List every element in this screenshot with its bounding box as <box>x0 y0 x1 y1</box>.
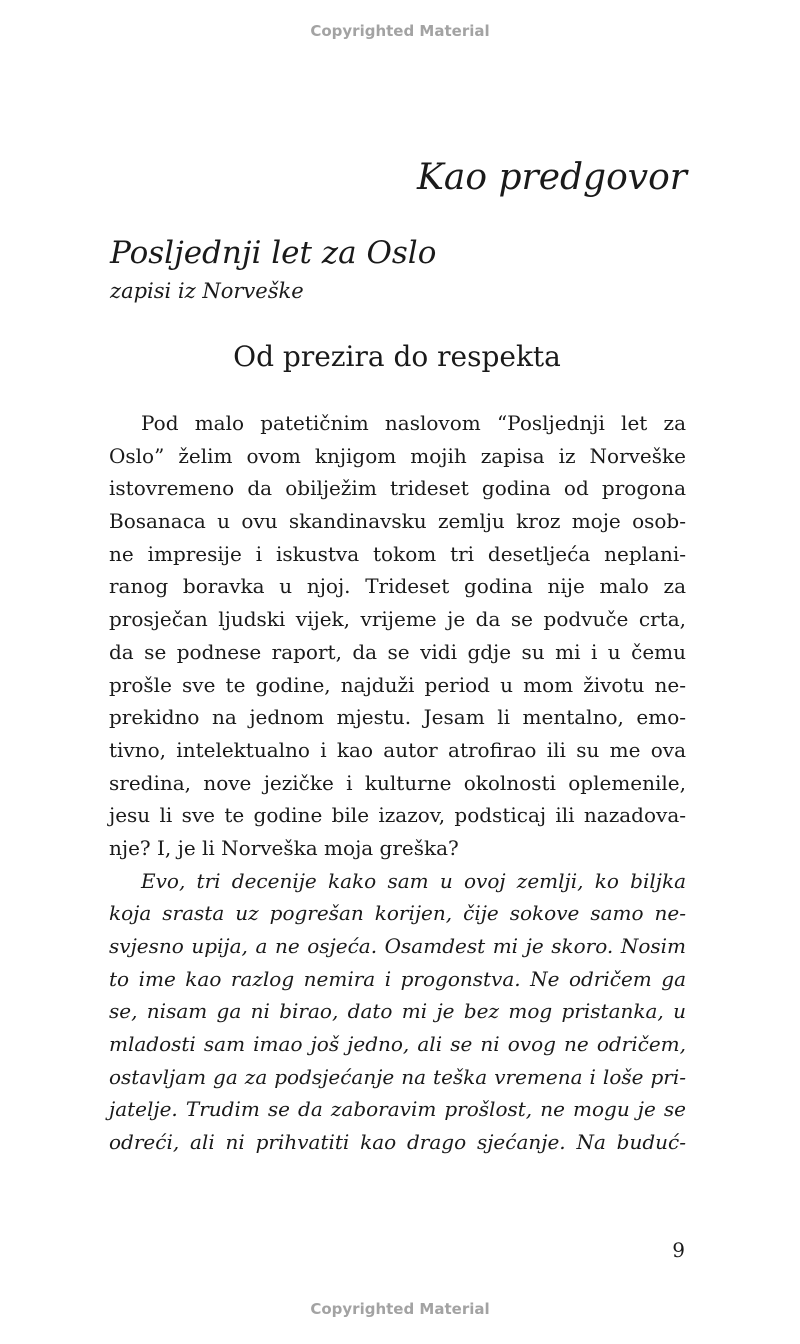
chapter-title: Kao predgovor <box>416 157 687 198</box>
paragraph-2-line: koja srasta uz pogrešan korijen, čije sokove samo ne- <box>109 901 686 926</box>
paragraph-1-line: prosječan ljudski vijek, vrijeme je da se podvuče crta, <box>109 607 686 632</box>
book-subtitle: zapisi iz Norveške <box>110 279 304 303</box>
paragraph-2-line: se, nisam ga ni birao, dato mi je bez mog pristanka, u <box>109 999 686 1024</box>
section-heading: Od prezira do respekta <box>233 340 561 373</box>
paragraph-2-line: ostavljam ga za podsjećanje na teška vremena i loše pri- <box>109 1064 686 1089</box>
paragraph-1-line: Oslo” želim ovom knjigom mojih zapisa iz Norveške <box>109 443 686 468</box>
body-text <box>109 407 686 1159</box>
paragraph-2-line: Evo, tri decenije kako sam u ovoj zemlji, ko biljka <box>141 868 686 893</box>
paragraph-2-line: jatelje. Trudim se da zaboravim prošlost, ne mogu je se <box>109 1097 686 1122</box>
paragraph-1-line: sredina, nove jezičke i kulturne okolnosti oplemenile, <box>109 770 686 795</box>
copyright-watermark-bottom: Copyrighted Material <box>310 1300 490 1318</box>
paragraph-1-line: ranog boravka u njoj. Trideset godina nije malo za <box>109 574 686 599</box>
paragraph-1-line: tivno, intelektualno i kao autor atrofirao ili su me ova <box>109 737 686 762</box>
paragraph-2-line: mladosti sam imao još jedno, ali se ni ovog ne odričem, <box>109 1032 686 1057</box>
book-title: Posljednji let za Oslo <box>110 235 437 271</box>
paragraph-1-line: prekidno na jednom mjestu. Jesam li mentalno, emo- <box>109 705 686 730</box>
paragraph-2-line: to ime kao razlog nemira i progonstva. Ne odričem ga <box>109 966 686 991</box>
paragraph-2-line: odreći, ali ni prihvatiti kao drago sjećanje. Na buduć- <box>109 1130 686 1155</box>
copyright-watermark-top: Copyrighted Material <box>310 22 490 40</box>
paragraph-1-line: nje? I, je li Norveška moja greška? <box>109 835 459 860</box>
paragraph-2-line: svjesno upija, a ne osjeća. Osamdest mi je skoro. Nosim <box>109 934 686 958</box>
paragraph-1-line: Bosanaca u ovu skandinavsku zemlju kroz moje osob- <box>109 509 686 534</box>
paragraph-1-line: prošle sve te godine, najduži period u mom životu ne- <box>109 672 686 697</box>
paragraph-1-line: ne impresije i iskustva tokom tri desetljeća neplani- <box>109 541 686 566</box>
page-number: 9 <box>672 1238 685 1262</box>
paragraph-1-line: jesu li sve te godine bile izazov, podsticaj ili nazadova- <box>109 803 686 828</box>
paragraph-1-line: da se podnese raport, da se vidi gdje su mi i u čemu <box>109 639 686 664</box>
paragraph-1-line: istovremeno da obilježim trideset godina od progona <box>109 476 686 501</box>
paragraph-1-line: Pod malo patetičnim naslovom “Posljednji let za <box>141 411 686 435</box>
